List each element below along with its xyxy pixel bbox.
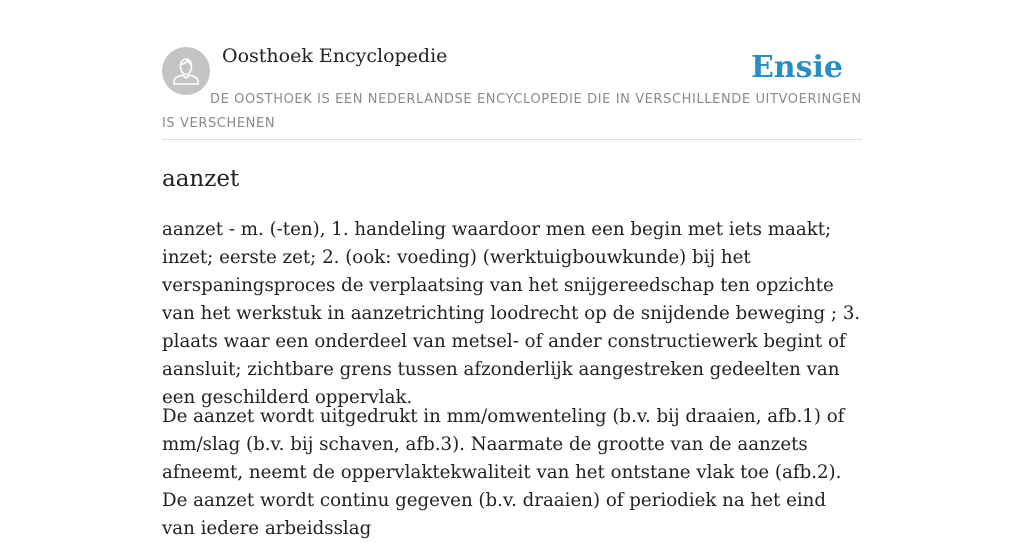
site-header bbox=[162, 0, 862, 140]
site-name[interactable]: Oosthoek Encyclopedie bbox=[222, 45, 448, 67]
page-container bbox=[162, 0, 862, 539]
article-paragraph: aanzet - m. (-ten), 1. handeling waardoor men een begin met iets maakt; inzet; eerste zet; 2. (ook: voeding) (werktuigbouwkunde) bij het verspaningsproces de verplaatsing van het snijgereedschap ten opzichte van het werkstuk in aanzetrichting loodrecht op de snijdende beweging ; 3. plaats waar een onderdeel van metsel- of ander constructiewerk begint of aansluit; zichtbare grens tussen afzonderlijk aangestreken gedeelten van een geschilderd oppervlak. bbox=[162, 219, 861, 408]
article-title: aanzet bbox=[162, 166, 240, 192]
article-paragraph: De aanzet wordt uitgedrukt in mm/omwenteling (b.v. bij draaien, afb.1) of mm/slag (b.v. bij schaven, afb.3). Naarmate de grootte van de aanzets afneemt, neemt de oppervlaktekwaliteit van het ontstane vlak toe (afb.2). De aanzet wordt continu gegeven (b.v. draaien) of periodiek na het eind van iedere arbeidsslag bbox=[162, 406, 845, 539]
ensie-logo-link[interactable]: Ensie bbox=[750, 50, 843, 85]
site-tagline: DE OOSTHOEK IS EEN NEDERLANDSE ENCYCLOPEDIE DIE IN VERSCHILLENDE UITVOERINGEN IS VERSCHENEN bbox=[162, 92, 862, 131]
